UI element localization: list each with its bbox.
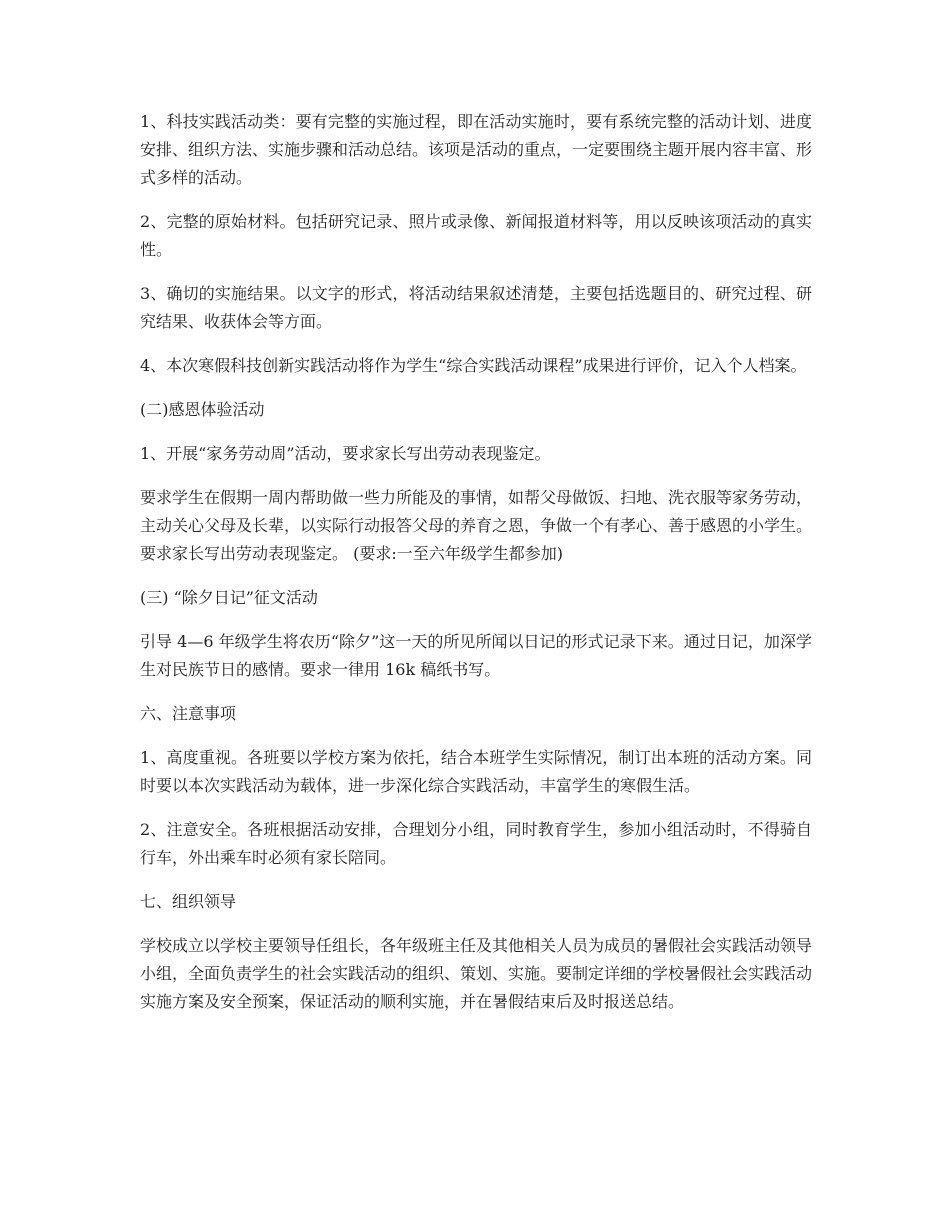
paragraph-diary-details: 引导 4—6 年级学生将农历“除夕”这一天的所见所闻以日记的形式记录下来。通过日记，加深学生对民族节日的感情。要求一律用 16k 稿纸书写。 [140,632,812,679]
paragraph-attention: 1、高度重视。各班要以学校方案为依托，结合本班学生实际情况，制订出本班的活动方案。同时要以本次实践活动为载体，进一步深化综合实践活动，丰富学生的寒假生活。 [140,748,812,795]
paragraph-original-materials: 2、完整的原始材料。包括研究记录、照片或录像、新闻报道材料等，用以反映该项活动的真实性。 [140,212,812,259]
paragraph-results: 3、确切的实施结果。以文字的形式，将活动结果叙述清楚，主要包括选题目的、研究过程、研究结果、收获体会等方面。 [140,284,812,331]
section-heading-leadership: 七、组织领导 [140,892,237,911]
paragraph-evaluation: 4、本次寒假科技创新实践活动将作为学生“综合实践活动课程”成果进行评价，记入个人档案。 [140,356,807,375]
section-heading-diary: (三) “除夕日记”征文活动 [140,588,318,607]
document-page [140,108,812,1032]
paragraph-housework-week: 1、开展“家务劳动周”活动，要求家长写出劳动表现鉴定。 [140,444,551,463]
paragraph-leadership-details: 学校成立以学校主要领导任组长，各年级班主任及其他相关人员为成员的暑假社会实践活动领导小组，全面负责学生的社会实践活动的组织、策划、实施。要制定详细的学校暑假社会实践活动实施方案及安全预案，保证活动的顺利实施，并在暑假结束后及时报送总结。 [140,936,813,1011]
paragraph-housework-details: 要求学生在假期一周内帮助做一些力所能及的事情，如帮父母做饭、扫地、洗衣服等家务劳动，主动关心父母及长辈，以实际行动报答父母的养育之恩，争做一个有孝心、善于感恩的小学生。要求家长写出劳动表现鉴定。 (要求:一至六年级学生都参加) [140,488,813,563]
section-heading-notes: 六、注意事项 [140,704,237,723]
paragraph-safety: 2、注意安全。各班根据活动安排，合理划分小组，同时教育学生，参加小组活动时，不得骑自行车，外出乘车时必须有家长陪同。 [140,820,812,867]
section-heading-gratitude: (二)感恩体验活动 [140,400,265,419]
paragraph-tech-practice: 1、科技实践活动类：要有完整的实施过程，即在活动实施时，要有系统完整的活动计划、进度安排、组织方法、实施步骤和活动总结。该项是活动的重点，一定要围绕主题开展内容丰富、形式多样的活动。 [140,112,813,187]
